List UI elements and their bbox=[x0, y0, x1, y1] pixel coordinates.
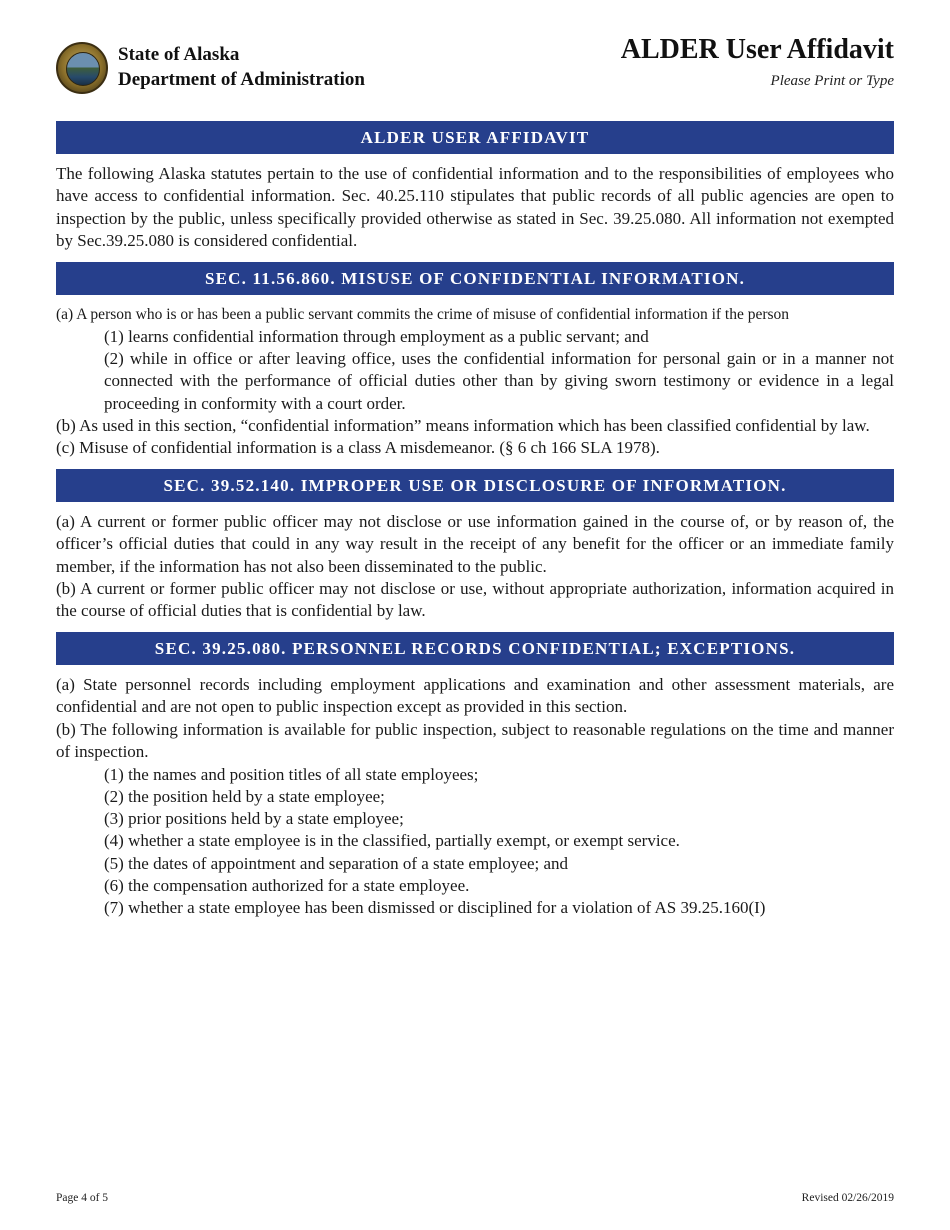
misuse-clause-a: (a) A person who is or has been a public servant commits the crime of misuse of confidential information if the person bbox=[56, 306, 790, 323]
misuse-clause-b: (b) As used in this section, “confidential information” means information which has been classified confidential by law. bbox=[56, 416, 870, 435]
misuse-clause-a2-text: (2) while in office or after leaving office, uses the confidential information for personal gain or in a manner not connected with the performance of official duties other than by giving sworn testimony or evidence in a legal proceeding in conformity with a court order. bbox=[104, 349, 894, 413]
document-title: ALDER User Affidavit bbox=[620, 34, 894, 65]
personnel-item-7: (7) whether a state employee has been dismissed or disciplined for a violation of AS 39.25.160(I) bbox=[104, 898, 766, 917]
personnel-item-4: (4) whether a state employee is in the classified, partially exempt, or exempt service. bbox=[104, 831, 680, 850]
document-subtitle: Please Print or Type bbox=[770, 73, 894, 89]
section-heading-misuse: SEC. 11.56.860. MISUSE OF CONFIDENTIAL INFORMATION. bbox=[56, 262, 894, 295]
section-heading-improper-use: SEC. 39.52.140. IMPROPER USE OR DISCLOSURE OF INFORMATION. bbox=[56, 469, 894, 502]
personnel-item-6: (6) the compensation authorized for a state employee. bbox=[104, 876, 470, 895]
misuse-clause-a1: (1) learns confidential information through employment as a public servant; and bbox=[104, 327, 649, 346]
improper-clause-a: (a) A current or former public officer may not disclose or use information gained in the course of, or by reason of, the officer’s official duties that could in any way result in the receipt of any benefit for the officer or an immediate family member, if the information has not also been disseminated to the public. bbox=[56, 512, 894, 576]
agency-state: State of Alaska bbox=[118, 44, 240, 65]
intro-paragraph: The following Alaska statutes pertain to the use of confidential information and to the responsibilities of employees who have access to confidential information. Sec. 40.25.110 stipulates that public records of all public agencies are open to inspection by the public, unless specifically provided otherwise as stated in Sec. 39.25.080. All information not exempted by Sec.39.25.080 is considered confidential. bbox=[56, 164, 894, 250]
personnel-clause-a: (a) State personnel records including employment applications and examination and other assessment materials, are confidential and are not open to public inspection except as provided in this section. bbox=[56, 675, 894, 717]
page-number: Page 4 of 5 bbox=[56, 1192, 109, 1204]
agency-name bbox=[118, 42, 365, 92]
improper-clause-b: (b) A current or former public officer may not disclose or use, without appropriate authorization, information acquired in the course of official duties that is confidential by law. bbox=[56, 579, 894, 621]
personnel-item-2: (2) the position held by a state employee; bbox=[104, 787, 385, 806]
personnel-item-5: (5) the dates of appointment and separation of a state employee; and bbox=[104, 854, 569, 873]
state-seal-icon bbox=[56, 42, 108, 94]
personnel-clause-b: (b) The following information is available for public inspection, subject to reasonable regulations on the time and manner of inspection. bbox=[56, 720, 894, 762]
personnel-item-1: (1) the names and position titles of all state employees; bbox=[104, 765, 479, 784]
section-heading-personnel-records: SEC. 39.25.080. PERSONNEL RECORDS CONFIDENTIAL; EXCEPTIONS. bbox=[56, 632, 894, 665]
revision-date: Revised 02/26/2019 bbox=[801, 1192, 894, 1204]
misuse-clause-a2 bbox=[104, 348, 894, 415]
section-heading-affidavit: ALDER USER AFFIDAVIT bbox=[56, 121, 894, 154]
agency-department: Department of Administration bbox=[118, 69, 365, 90]
page-header bbox=[0, 0, 950, 110]
misuse-clause-c: (c) Misuse of confidential information is a class A misdemeanor. (§ 6 ch 166 SLA 1978). bbox=[56, 438, 660, 457]
personnel-item-3: (3) prior positions held by a state employee; bbox=[104, 809, 404, 828]
